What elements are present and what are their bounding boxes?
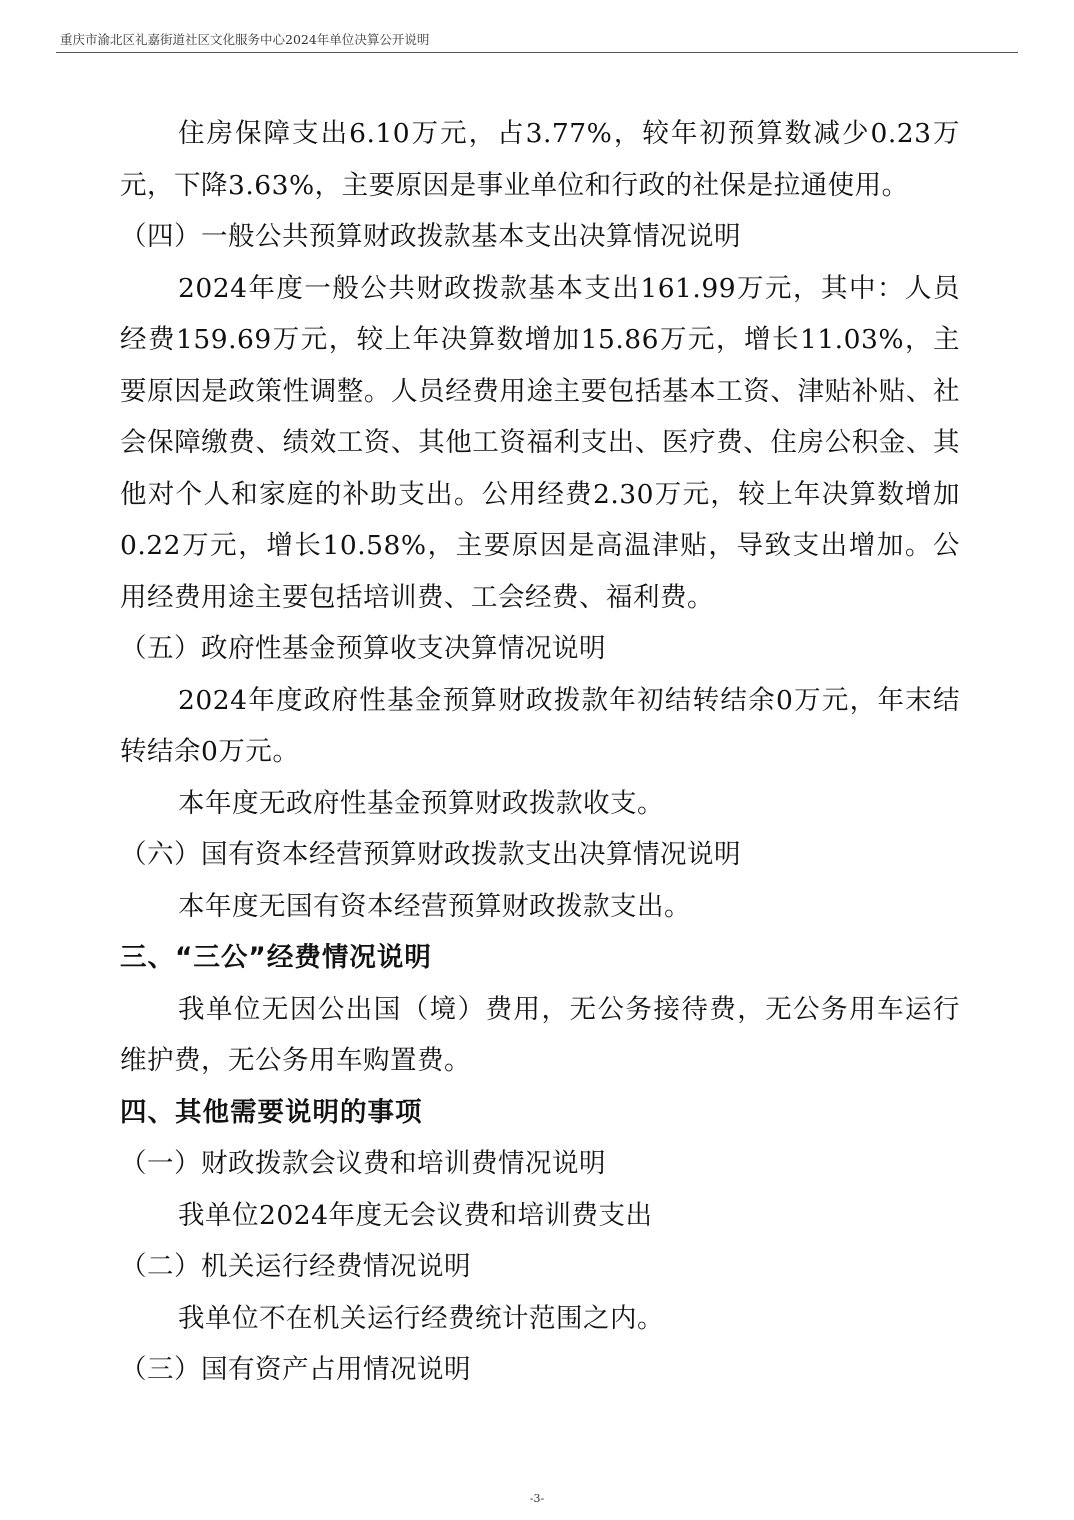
paragraph-three-public-expenses: 我单位无因公出国（境）费用，无公务接待费，无公务用车运行维护费，无公务用车购置费。 <box>120 993 960 1076</box>
page-number: -3- <box>529 1492 545 1505</box>
paragraph-meeting-training: 我单位2024年度无会议费和培训费支出 <box>178 1199 653 1231</box>
subheading-government-fund: （五）政府性基金预算收支决算情况说明 <box>120 633 606 664</box>
paragraph-state-capital-none: 本年度无国有资本经营预算财政拨款支出。 <box>178 890 691 922</box>
subheading-operating-funds: （二）机关运行经费情况说明 <box>120 1251 471 1282</box>
heading-three-public-expenses: 三、“三公”经费情况说明 <box>120 942 432 973</box>
document-body <box>120 108 960 1396</box>
running-header: 重庆市渝北区礼嘉街道社区文化服务中心2024年单位决算公开说明 <box>60 32 430 47</box>
subheading-meeting-training: （一）财政拨款会议费和培训费情况说明 <box>120 1148 606 1179</box>
paragraph-government-fund-none: 本年度无政府性基金预算财政拨款收支。 <box>178 787 664 819</box>
paragraph-basic-expenditure: 2024年度一般公共财政拨款基本支出161.99万元，其中：人员经费159.69万元，较上年决算数增加15.86万元，增长11.03%，主要原因是政策性调整。人员经费用途主要包括基本工资、津贴补贴、社会保障缴费、绩效工资、其他工资福利支出、医疗费、住房公积金、其他对个人和家庭的补助支出。公用经费2.30万元，较上年决算数增加0.22万元，增长10.58%，主要原因是高温津贴，导致支出增加。公用经费用途主要包括培训费、工会经费、福利费。 <box>120 272 960 613</box>
paragraph-government-fund-balance: 2024年度政府性基金预算财政拨款年初结转结余0万元，年末结转结余0万元。 <box>120 684 960 767</box>
paragraph-operating-funds: 我单位不在机关运行经费统计范围之内。 <box>178 1302 664 1334</box>
paragraph-housing-expenditure: 住房保障支出6.10万元，占3.77%，较年初预算数减少0.23万元，下降3.63%，主要原因是事业单位和行政的社保是拉通使用。 <box>120 118 960 201</box>
subheading-state-assets: （三）国有资产占用情况说明 <box>120 1354 471 1385</box>
subheading-basic-expenditure: （四）一般公共预算财政拨款基本支出决算情况说明 <box>120 221 741 252</box>
heading-other-matters: 四、其他需要说明的事项 <box>120 1096 423 1128</box>
subheading-state-capital: （六）国有资本经营预算财政拨款支出决算情况说明 <box>120 839 741 870</box>
header-divider <box>56 52 1018 53</box>
